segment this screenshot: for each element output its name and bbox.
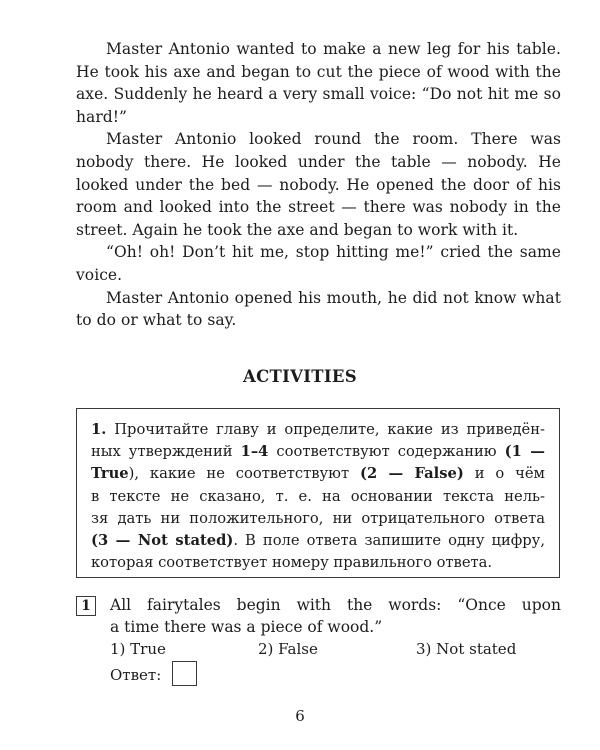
story-text — [76, 38, 561, 332]
instruction-line: в тексте не сказано, т. е. на основании текста нель- — [91, 487, 545, 505]
instruction-line: 1. Прочитайте главу и определите, какие из приведён- — [91, 421, 545, 438]
story-paragraph: Master Antonio opened his mouth, he did not know what to do or what to say. — [76, 288, 561, 330]
answer-row — [110, 666, 161, 684]
instruction-number: 1. — [91, 421, 107, 438]
question-number: 1 — [76, 596, 96, 616]
instruction-line: True), какие не соответствуют (2 — False) и о чём — [91, 465, 545, 483]
answer-label: Ответ: — [110, 666, 162, 684]
story-paragraph: Master Antonio wanted to make a new leg for his table. He took his axe and began to cut the piece of wood with the axe. Suddenly he heard a very small voice: “Do not hit me so hard!” — [76, 40, 561, 126]
question-line: a time there was a piece of wood.” — [110, 618, 383, 636]
instruction-line: которая соответствует номеру правильного ответа. — [91, 554, 493, 572]
answer-input-box[interactable] — [172, 661, 197, 686]
question-1 — [76, 594, 561, 684]
instruction-line: ных утверждений 1–4 соответствуют содержанию (1 — — [91, 443, 545, 461]
story-paragraph: Master Antonio looked round the room. There was nobody there. He looked under the table — nobody. He looked under the bed — nobody. He opened the door of his room and looked into the street — there was nobody in the street. Again he took the axe and began to work with it. — [76, 130, 561, 239]
question-text — [110, 594, 561, 638]
instruction-line: зя дать ни положительного, ни отрицательного ответа — [91, 509, 545, 527]
option-true: 1) True — [110, 640, 166, 658]
option-not-stated: 3) Not stated — [416, 640, 517, 658]
story-paragraph: “Oh! oh! Don’t hit me, stop hitting me!” cried the same voice. — [76, 243, 561, 284]
option-false: 2) False — [258, 640, 318, 658]
instruction-line: (3 — Not stated). В поле ответа запишите одну цифру, — [91, 532, 545, 550]
question-line: All fairytales begin with the words: “Once upon — [110, 596, 561, 614]
activities-heading: ACTIVITIES — [243, 367, 357, 386]
instruction-box — [76, 408, 560, 578]
page-number: 6 — [295, 707, 305, 725]
